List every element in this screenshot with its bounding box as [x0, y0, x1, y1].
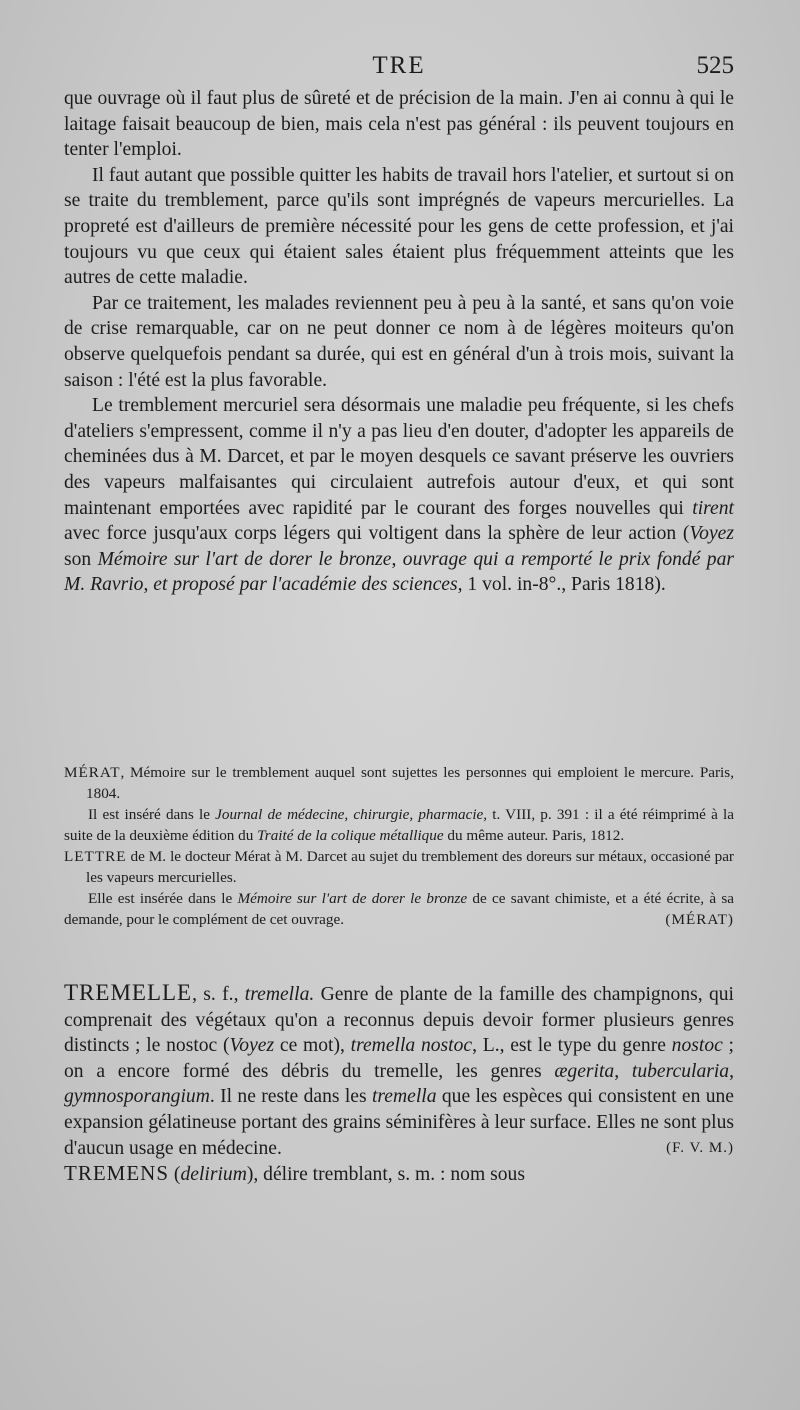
text-run: Le tremblement mercuriel sera désormais une maladie peu fréquente, si les chefs d'ateliers s'empressent, comme il n'y a pas lieu d'en douter, d'adopter les appareils de cheminées dus à M. Darcet, et par le moyen desquels ce savant préserve les ouvriers des vapeurs malfaisantes qui circulaient autrefois autour d'eux, et qui sont maintenant emportées avec rapidité par le courant des forges nouvelles qui — [64, 395, 734, 519]
text-run: ; on a encore formé des débris du tremelle, les genres — [64, 1035, 734, 1082]
italic-text: ouvrage qui a remporté le prix fondé par M. Ravrio — [64, 548, 735, 596]
paragraph — [64, 291, 734, 393]
italic-text: tremella nostoc — [350, 1035, 473, 1057]
main-text — [64, 86, 734, 598]
text-run: de M. le docteur Mérat à M. Darcet au sujet du tremblement des doreurs sur métaux, occasioné par les vapeurs mercurielles. — [86, 848, 734, 886]
italic-text: Mémoire sur l'art de dorer le bronze — [97, 548, 392, 570]
text-run: son — [64, 548, 98, 570]
text-run: Genre de plante de la famille des champignons, qui comprenait des végétaux qu'on a reconnus depuis devoir former plusieurs genres distincts ; le nostoc ( — [64, 984, 734, 1057]
italic-text: tremella — [371, 1086, 437, 1108]
dictionary-entry — [64, 1161, 734, 1188]
dictionary-entries — [64, 980, 734, 1188]
text-run: , 1 vol. in-8°., Paris 1818). — [457, 574, 666, 596]
text-run: . Il ne reste dans les — [209, 1086, 372, 1108]
italic-text: tubercularia — [631, 1060, 730, 1082]
italic-text: et proposé par l'académie des sciences — [153, 574, 458, 596]
text-run: ), délire tremblant, s. m. : nom sous — [246, 1164, 525, 1186]
italic-text: Journal de médecine, chirurgie, pharmacie — [215, 806, 484, 823]
italic-text: Voyez — [689, 523, 734, 545]
text-run: , t. VIII, p. 391 : il a été réimprimé à la suite de la deuxième édition du — [64, 806, 734, 844]
text-run: ce mot), — [274, 1035, 351, 1057]
italic-text: tirent — [692, 497, 734, 519]
text-run: que les espèces qui consistent en une expansion gélatineuse portant des grains séminifères à leur surface. Elles ne sont plus d'aucun usage en médecine. — [64, 1086, 734, 1159]
bibliography-note — [64, 804, 734, 846]
text-run: , L., est le type du genre — [472, 1035, 672, 1057]
paragraph — [64, 163, 734, 291]
text-run: Par ce traitement, les malades reviennent peu à peu à la santé, et sans qu'on voie de crise remarquable, car on ne peut donner ce nom à de légères moiteurs qu'on observe quelquefois pendant sa durée, qui est en général d'un à trois mois, suivant la saison : l'été est la plus favorable. — [64, 292, 734, 391]
text-run: Il faut autant que possible quitter les habits de travail hors l'atelier, et surtout si on se traite du tremblement, parce qu'ils sont imprégnés de vapeurs mercurielles. La propreté est d'ailleurs de première nécessité pour les gens de cette profession, et j'ai toujours vu que ceux qui étaient sales étaient plus fréquemment atteints que les autres de cette maladie. — [64, 164, 734, 289]
italic-text: gymnosporangium — [64, 1086, 210, 1108]
text-run: , s. f., — [192, 984, 245, 1005]
text-run: du même auteur. Paris, 1812. — [443, 827, 625, 844]
text-run: , — [143, 574, 154, 596]
text-run: , Mémoire sur le tremblement auquel sont sujettes les personnes qui emploient le mercure. Paris, 1804. — [86, 764, 734, 802]
text-run: de ce savant chimiste, et a été écrite, à sa demande, pour le complément de cet ouvrage. — [64, 890, 734, 928]
text-run: , — [614, 1060, 632, 1082]
italic-text: nostoc — [671, 1035, 723, 1057]
bibliography-note — [64, 888, 734, 930]
entry-headword: TREMENS — [64, 1161, 170, 1186]
author-signature: (MÉRAT) — [665, 911, 734, 928]
paragraph — [64, 393, 734, 598]
page-number: 525 — [696, 52, 734, 79]
italic-text: tremella. — [244, 984, 315, 1005]
italic-text: Voyez — [229, 1035, 275, 1057]
text-run: , — [729, 1060, 735, 1082]
entry-headword: TREMELLE — [64, 980, 193, 1005]
text-run: avec force jusqu'aux corps légers qui voltigent dans la sphère de leur action ( — [64, 523, 690, 545]
text-run: que ouvrage où il faut plus de sûreté et de précision de la main. J'en ai connu à qui le laitage faisait beaucoup de bien, mais cela n'est pas général : ils peuvent toujours en tenter l'emploi. — [64, 88, 734, 161]
running-head: TRE — [372, 52, 426, 79]
note-lead: MÉRAT — [64, 764, 121, 781]
italic-text: delirium — [180, 1164, 247, 1186]
bibliography-note — [64, 846, 734, 888]
italic-text: Traité de la colique métallique — [257, 827, 444, 844]
italic-text: ægerita — [554, 1060, 615, 1082]
text-run: ( — [169, 1164, 181, 1186]
text-run: Elle est insérée dans le — [88, 890, 238, 907]
note-lead: LETTRE — [64, 848, 127, 865]
dictionary-entry — [64, 980, 734, 1161]
author-signature: (F. V. M.) — [666, 1139, 734, 1156]
paragraph — [64, 86, 734, 163]
text-run: Il est inséré dans le — [88, 806, 216, 823]
page-header — [64, 52, 734, 84]
bibliography-note — [64, 762, 734, 804]
text-run: , — [391, 548, 403, 570]
bibliography-notes — [64, 762, 734, 930]
italic-text: Mémoire sur l'art de dorer le bronze — [237, 890, 468, 907]
